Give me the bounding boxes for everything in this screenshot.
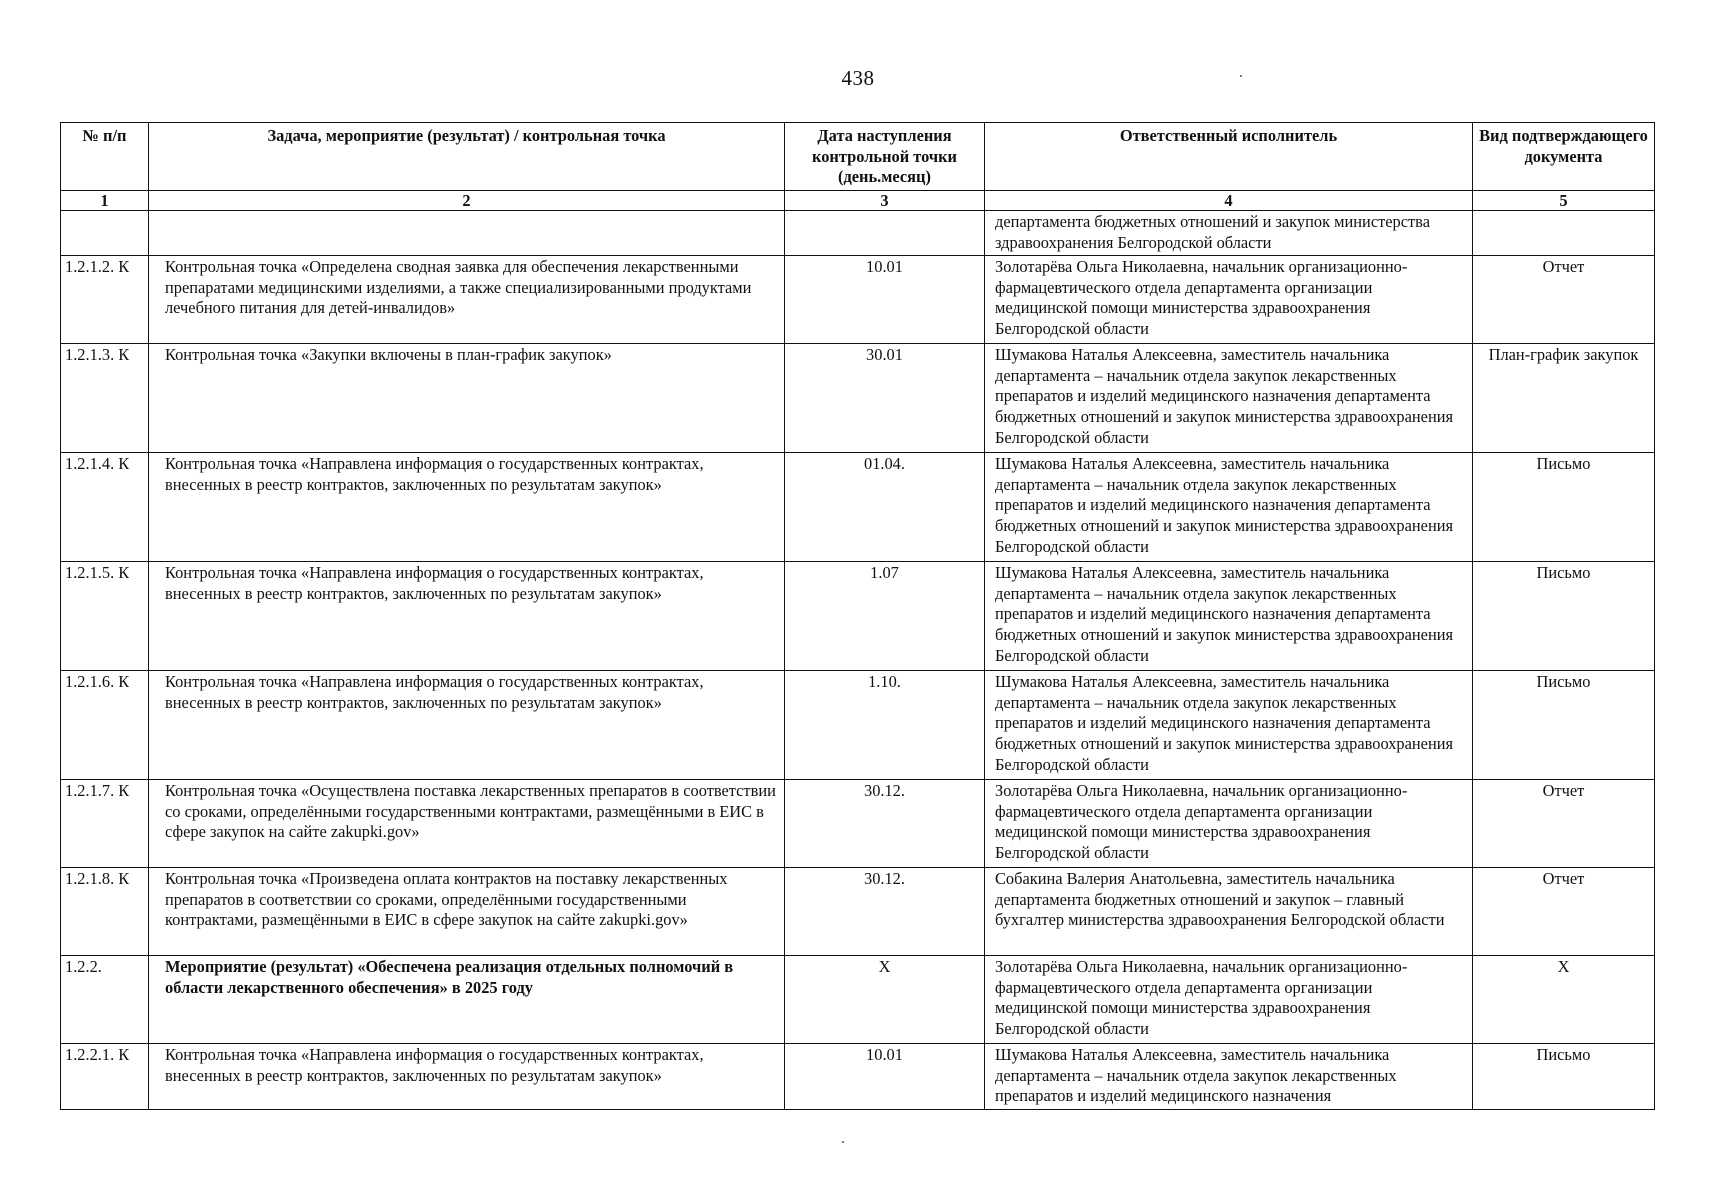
row-number: 1.2.1.2. К bbox=[61, 256, 149, 344]
header-task: Задача, мероприятие (результат) / контрольная точка bbox=[149, 123, 785, 191]
date-cell: 1.10. bbox=[785, 671, 985, 780]
task-cell: Мероприятие (результат) «Обеспечена реализация отдельных полномочий в области лекарственного обеспечения» в 2025 году bbox=[149, 956, 785, 1044]
responsible-cell: Золотарёва Ольга Николаевна, начальник организационно-фармацевтического отдела департамента организации медицинской помощи министерства здравоохранения Белгородской области bbox=[985, 780, 1473, 868]
date-cell: 10.01 bbox=[785, 256, 985, 344]
header-number: № п/п bbox=[61, 123, 149, 191]
responsible-cell: Золотарёва Ольга Николаевна, начальник организационно-фармацевтического отдела департамента организации медицинской помощи министерства здравоохранения Белгородской области bbox=[985, 256, 1473, 344]
document-type-cell bbox=[1473, 211, 1655, 256]
table-row bbox=[61, 671, 1655, 780]
header-date: Дата наступления контрольной точки (день.месяц) bbox=[785, 123, 985, 191]
column-number: 4 bbox=[985, 191, 1473, 211]
task-cell: Контрольная точка «Осуществлена поставка лекарственных препаратов в соответствии со сроками, определёнными государственными контрактами, размещёнными в ЕИС в сфере закупок на сайте zakupki.gov» bbox=[149, 780, 785, 868]
document-type-cell: Отчет bbox=[1473, 256, 1655, 344]
control-points-table bbox=[60, 122, 1655, 1110]
date-cell: 01.04. bbox=[785, 453, 985, 562]
document-type-cell: План-график закупок bbox=[1473, 344, 1655, 453]
task-cell: Контрольная точка «Направлена информация о государственных контрактах, внесенных в реестр контрактов, заключенных по результатам закупок» bbox=[149, 562, 785, 671]
document-type-cell: Письмо bbox=[1473, 1044, 1655, 1110]
task-cell bbox=[149, 211, 785, 256]
table-row bbox=[61, 1044, 1655, 1110]
table-row bbox=[61, 956, 1655, 1044]
table-header-row bbox=[61, 123, 1655, 191]
task-cell: Контрольная точка «Направлена информация о государственных контрактах, внесенных в реестр контрактов, заключенных по результатам закупок» bbox=[149, 453, 785, 562]
task-cell: Контрольная точка «Направлена информация о государственных контрактах, внесенных в реестр контрактов, заключенных по результатам закупок» bbox=[149, 1044, 785, 1110]
document-type-cell: Письмо bbox=[1473, 562, 1655, 671]
table-row bbox=[61, 344, 1655, 453]
document-type-cell: Письмо bbox=[1473, 671, 1655, 780]
date-cell: 10.01 bbox=[785, 1044, 985, 1110]
task-cell: Контрольная точка «Произведена оплата контрактов на поставку лекарственных препаратов в соответствии со сроками, определёнными государственными контрактами, размещёнными в ЕИС в сфере закупок на сайте zakupki.gov» bbox=[149, 868, 785, 956]
document-type-cell: Отчет bbox=[1473, 868, 1655, 956]
date-cell: 30.12. bbox=[785, 780, 985, 868]
table-row bbox=[61, 453, 1655, 562]
table-row bbox=[61, 256, 1655, 344]
row-number: 1.2.1.5. К bbox=[61, 562, 149, 671]
table-body bbox=[61, 211, 1655, 1110]
row-number: 1.2.2. bbox=[61, 956, 149, 1044]
page-number: 438 bbox=[841, 66, 875, 90]
header-responsible: Ответственный исполнитель bbox=[985, 123, 1473, 191]
scan-speck bbox=[1240, 75, 1242, 77]
task-cell: Контрольная точка «Закупки включены в план-график закупок» bbox=[149, 344, 785, 453]
table-row bbox=[61, 780, 1655, 868]
table-row bbox=[61, 868, 1655, 956]
table-row bbox=[61, 562, 1655, 671]
document-type-cell: Письмо bbox=[1473, 453, 1655, 562]
date-cell: 1.07 bbox=[785, 562, 985, 671]
row-number: 1.2.1.6. К bbox=[61, 671, 149, 780]
row-number: 1.2.2.1. К bbox=[61, 1044, 149, 1110]
date-cell bbox=[785, 211, 985, 256]
responsible-cell: Шумакова Наталья Алексеевна, заместитель начальника департамента – начальник отдела закупок лекарственных препаратов и изделий медицинского назначения bbox=[985, 1044, 1473, 1110]
responsible-cell: Золотарёва Ольга Николаевна, начальник организационно-фармацевтического отдела департамента организации медицинской помощи министерства здравоохранения Белгородской области bbox=[985, 956, 1473, 1044]
scan-speck bbox=[842, 1141, 844, 1143]
column-number: 1 bbox=[61, 191, 149, 211]
responsible-cell: Шумакова Наталья Алексеевна, заместитель начальника департамента – начальник отдела закупок лекарственных препаратов и изделий медицинского назначения департамента бюджетных отношений и закупок министерства здравоохранения Белгородской области bbox=[985, 562, 1473, 671]
responsible-cell: Шумакова Наталья Алексеевна, заместитель начальника департамента – начальник отдела закупок лекарственных препаратов и изделий медицинского назначения департамента бюджетных отношений и закупок министерства здравоохранения Белгородской области bbox=[985, 453, 1473, 562]
date-cell: 30.12. bbox=[785, 868, 985, 956]
responsible-cell: Собакина Валерия Анатольевна, заместитель начальника департамента бюджетных отношений и закупок – главный бухгалтер министерства здравоохранения Белгородской области bbox=[985, 868, 1473, 956]
row-number bbox=[61, 211, 149, 256]
row-number: 1.2.1.8. К bbox=[61, 868, 149, 956]
document-type-cell: Отчет bbox=[1473, 780, 1655, 868]
column-number-row bbox=[61, 191, 1655, 211]
row-number: 1.2.1.7. К bbox=[61, 780, 149, 868]
table-row bbox=[61, 211, 1655, 256]
responsible-cell: Шумакова Наталья Алексеевна, заместитель начальника департамента – начальник отдела закупок лекарственных препаратов и изделий медицинского назначения департамента бюджетных отношений и закупок министерства здравоохранения Белгородской области bbox=[985, 671, 1473, 780]
date-cell: Х bbox=[785, 956, 985, 1044]
header-document-type: Вид подтверждающего документа bbox=[1473, 123, 1655, 191]
row-number: 1.2.1.4. К bbox=[61, 453, 149, 562]
task-cell: Контрольная точка «Направлена информация о государственных контрактах, внесенных в реестр контрактов, заключенных по результатам закупок» bbox=[149, 671, 785, 780]
row-number: 1.2.1.3. К bbox=[61, 344, 149, 453]
document-type-cell: Х bbox=[1473, 956, 1655, 1044]
task-cell: Контрольная точка «Определена сводная заявка для обеспечения лекарственными препаратами медицинскими изделиями, а также специализированными продуктами лечебного питания для детей-инвалидов» bbox=[149, 256, 785, 344]
column-number: 5 bbox=[1473, 191, 1655, 211]
date-cell: 30.01 bbox=[785, 344, 985, 453]
responsible-cell: Шумакова Наталья Алексеевна, заместитель начальника департамента – начальник отдела закупок лекарственных препаратов и изделий медицинского назначения департамента бюджетных отношений и закупок министерства здравоохранения Белгородской области bbox=[985, 344, 1473, 453]
column-number: 3 bbox=[785, 191, 985, 211]
column-number: 2 bbox=[149, 191, 785, 211]
responsible-cell: департамента бюджетных отношений и закупок министерства здравоохранения Белгородской области bbox=[985, 211, 1473, 256]
